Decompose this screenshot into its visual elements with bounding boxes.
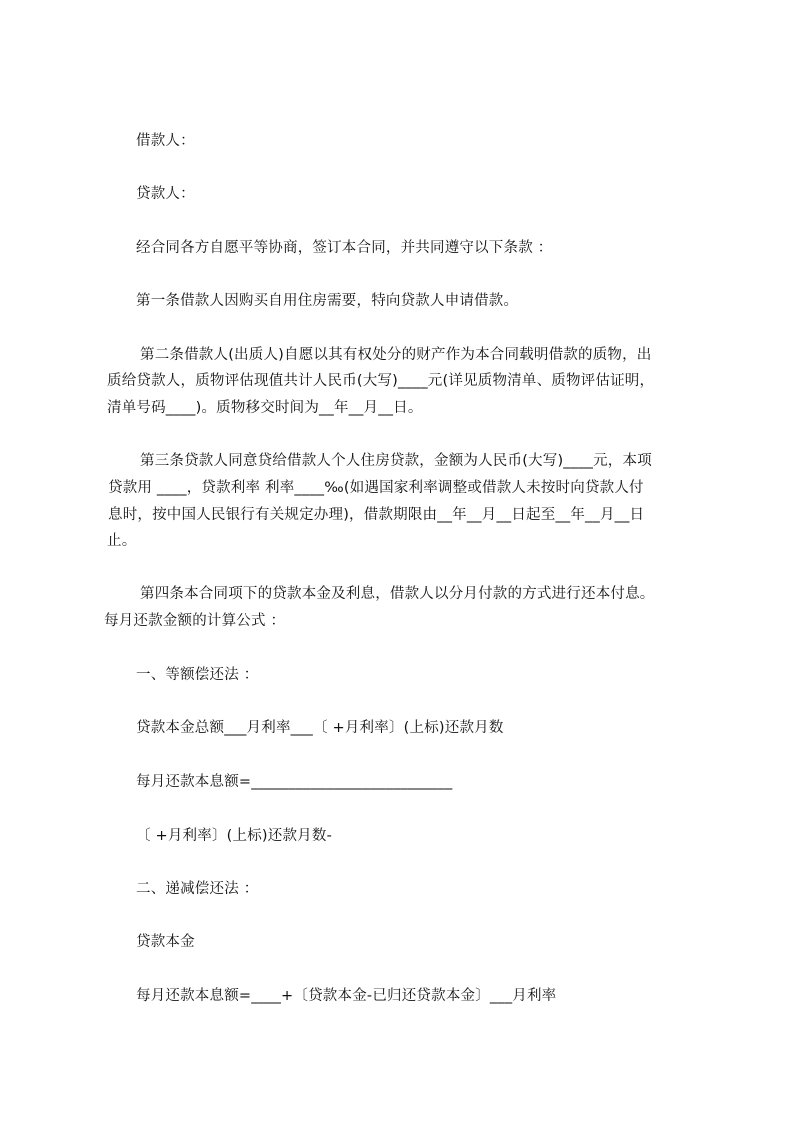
article-3-line-2: 贷款用 ____，贷款利率 利率____‰(如遇国家利率调整或借款人未按时向贷款人付 xyxy=(108,480,644,496)
article-2-line-2: 质给贷款人，质物评估现值共计人民币(大写)____元(详见质物清单、质物评估证明， xyxy=(107,373,655,389)
article-3-line-3: 息时，按中国人民银行有关规定办理)，借款期限由__年__月__日起至__年__月__日 xyxy=(108,507,645,523)
method-2-formula: 每月还款本息额=____+〔贷款本金-已归还贷款本金〕___月利率 xyxy=(136,988,557,1004)
preamble-line: 经合同各方自愿平等协商，签订本合同，并共同遵守以下条款 ： xyxy=(136,240,553,256)
borrower-line: 借款人： xyxy=(136,133,195,149)
article-4-line-1: 第四条本合同项下的贷款本金及利息，借款人以分月付款的方式进行还本付息。 xyxy=(140,586,655,602)
article-1-line: 第一条借款人因购买自用住房需要，特向贷款人申请借款。 xyxy=(136,293,519,309)
method-1-formula-denominator: 〔 +月利率〕(上标)还款月数- xyxy=(136,828,333,844)
method-1-formula-line: 每月还款本息额=___________________________ xyxy=(136,774,453,790)
article-3-line-1: 第三条贷款人同意贷给借款人个人住房贷款，金额为人民币(大写)____元，本项 xyxy=(140,453,652,469)
method-2-principal: 贷款本金 xyxy=(136,934,195,950)
method-1-formula-numerator: 贷款本金总额___月利率___〔 +月利率〕(上标)还款月数 xyxy=(136,720,504,736)
method-1-heading: 一、等额偿还法 ： xyxy=(136,667,259,683)
article-2-line-3: 清单号码____)。质物移交时间为__年__月__日。 xyxy=(107,400,423,416)
article-4-line-2: 每月还款金额的计算公式 ： xyxy=(104,613,286,629)
article-2-line-1: 第二条借款人(出质人)自愿以其有权处分的财产作为本合同载明借款的质物，出 xyxy=(140,347,652,363)
lender-line: 贷款人： xyxy=(136,186,195,202)
method-2-heading: 二、递减偿还法 ： xyxy=(136,881,259,897)
article-3-line-4: 止。 xyxy=(107,533,137,549)
